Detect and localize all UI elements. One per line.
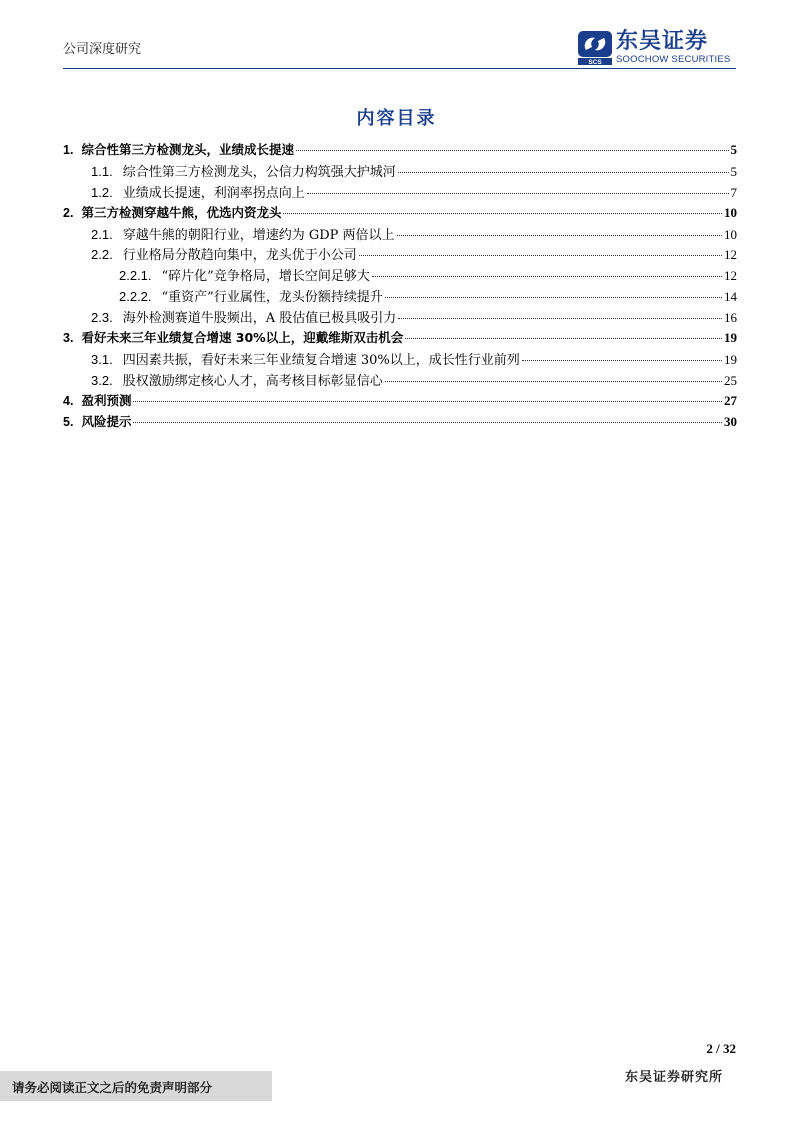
toc-entry-page: 25 — [724, 372, 737, 388]
toc-entry-number: 2.2.2. — [119, 289, 152, 305]
toc-entry-title: 海外检测赛道牛股频出，A 股估值已极具吸引力 — [122, 311, 397, 327]
toc-entry-page: 19 — [724, 351, 737, 367]
toc-entry-title: 综合性第三方检测龙头，业绩成长提速 — [81, 142, 294, 157]
toc-entry[interactable] — [63, 391, 737, 412]
toc-entry-page: 5 — [730, 163, 737, 179]
toc-entry-page: 19 — [724, 330, 737, 346]
toc-entry-page: 10 — [724, 204, 737, 220]
toc-dot-leader — [296, 150, 729, 151]
toc-dot-leader — [405, 338, 722, 339]
toc-entry-page: 7 — [730, 184, 737, 200]
toc-entry-page: 5 — [730, 142, 737, 157]
toc-entry-title: 综合性第三方检测龙头，公信力构筑强大护城河 — [122, 164, 396, 180]
toc-entry[interactable] — [63, 140, 737, 161]
toc-entry-page: 14 — [724, 289, 737, 305]
toc-entry-number: 2.2.1. — [119, 268, 152, 284]
toc-entry[interactable] — [63, 349, 737, 370]
disclaimer-text: 请务必阅读正文之后的免责声明部分 — [12, 1080, 213, 1095]
toc-entry-number: 1.1. — [91, 163, 113, 179]
toc-dot-leader — [372, 276, 722, 277]
toc-entry[interactable] — [63, 286, 737, 307]
soochow-logo-icon — [578, 31, 612, 65]
toc-entry[interactable] — [63, 412, 737, 433]
toc-entry-title: 股权激励绑定核心人才，高考核目标彰显信心 — [122, 373, 383, 389]
toc-dot-leader — [385, 297, 722, 298]
toc-entry-number: 3. — [63, 331, 74, 346]
toc-entry-number: 2.3. — [91, 310, 113, 326]
toc-entry-title: 行业格局分散趋向集中，龙头优于小公司 — [122, 248, 357, 264]
toc-entry-number: 5. — [63, 414, 74, 429]
toc-entry-title: 第三方检测穿越牛熊，优选内资龙头 — [81, 204, 282, 220]
toc-entry-number: 4. — [63, 393, 74, 408]
toc-entry[interactable] — [63, 265, 737, 286]
toc-entry-page: 10 — [724, 226, 737, 242]
toc-dot-leader — [359, 255, 722, 256]
toc-dot-leader — [398, 172, 729, 173]
toc-entry-number: 2. — [63, 205, 74, 220]
toc-entry-page: 12 — [724, 247, 737, 263]
toc-dot-leader — [283, 213, 722, 214]
logo-english-name: SOOCHOW SECURITIES — [616, 54, 731, 65]
toc-entry-title: 看好未来三年业绩复合增速 30%以上，迎戴维斯双击机会 — [81, 330, 404, 346]
toc-entry-page: 27 — [724, 392, 737, 408]
toc-entry-title: 四因素共振，看好未来三年业绩复合增速 30%以上，成长性行业前列 — [122, 352, 520, 368]
toc-dot-leader — [133, 422, 722, 423]
toc-entry[interactable] — [63, 370, 737, 391]
company-logo — [578, 30, 738, 66]
logo-chinese-name: 东吴证券 — [616, 29, 709, 54]
toc-entry-page: 12 — [724, 268, 737, 284]
table-of-contents — [63, 140, 737, 432]
toc-entry-title: 风险提示 — [81, 413, 132, 429]
toc-dot-leader — [398, 318, 722, 319]
toc-entry-title: 业绩成长提速，利润率拐点向上 — [122, 185, 305, 201]
page-indicator: 2 / 32 — [706, 1041, 736, 1056]
toc-entry[interactable] — [63, 203, 737, 224]
toc-entry-title: “重资产”行业属性，龙头份额持续提升 — [161, 290, 383, 306]
toc-entry-title: 穿越牛熊的朝阳行业，增速约为 GDP 两倍以上 — [122, 227, 395, 243]
document-type-label: 公司深度研究 — [63, 42, 142, 57]
institute-name: 东吴证券研究所 — [624, 1070, 723, 1085]
header-divider — [63, 68, 736, 69]
toc-entry-number: 1.2. — [91, 184, 113, 200]
toc-entry-number: 1. — [63, 143, 74, 157]
toc-entry-page: 30 — [724, 413, 737, 429]
toc-entry[interactable] — [63, 328, 737, 349]
toc-dot-leader — [397, 235, 722, 236]
toc-dot-leader — [133, 401, 722, 402]
toc-entry[interactable] — [63, 224, 737, 245]
toc-entry[interactable] — [63, 161, 737, 182]
toc-entry[interactable] — [63, 307, 737, 328]
logo-abbr: SCS — [588, 59, 602, 65]
toc-dot-leader — [522, 360, 722, 361]
toc-entry-number: 2.2. — [91, 247, 113, 263]
toc-entry-number: 3.1. — [91, 351, 113, 367]
toc-dot-leader — [307, 193, 729, 194]
toc-entry-number: 3.2. — [91, 372, 113, 388]
toc-entry[interactable] — [63, 244, 737, 265]
toc-entry[interactable] — [63, 182, 737, 203]
toc-entry-title: 盈利预测 — [81, 392, 132, 408]
toc-dot-leader — [385, 381, 722, 382]
toc-entry-page: 16 — [724, 310, 737, 326]
toc-title: 内容目录 — [356, 108, 437, 129]
toc-entry-title: “碎片化”竞争格局，增长空间足够大 — [161, 269, 370, 285]
toc-entry-number: 2.1. — [91, 226, 113, 242]
